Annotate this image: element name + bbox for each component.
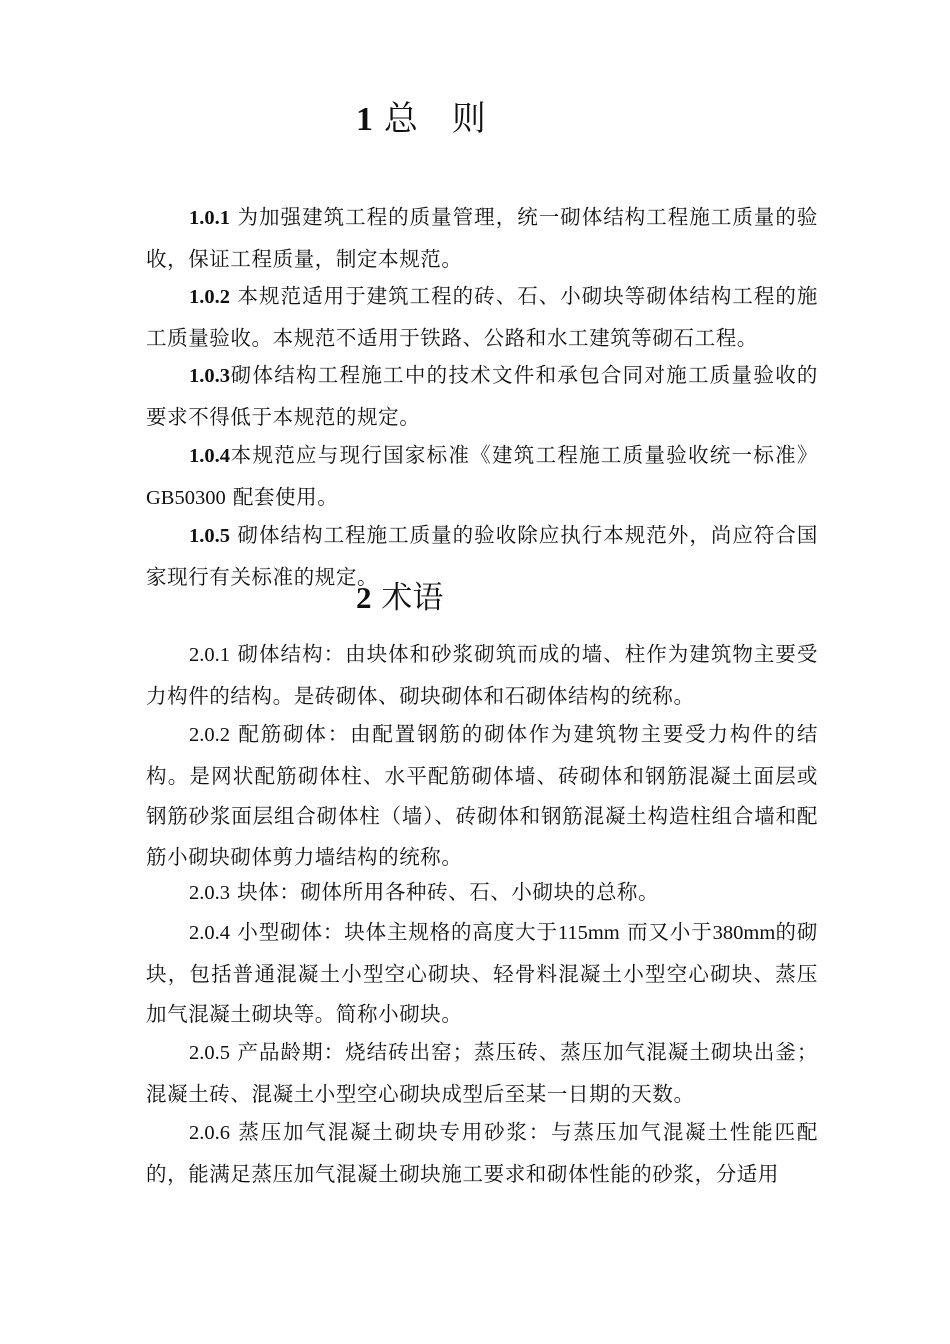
clause-number: 1.0.5 bbox=[189, 525, 230, 547]
chapter-1-heading bbox=[356, 99, 486, 139]
clause-number: 1.0.3 bbox=[189, 365, 230, 387]
clause-number: 1.0.2 bbox=[189, 286, 230, 308]
term-text: 小型砌体：块体主规格的高度大于 bbox=[237, 920, 558, 944]
term-text: 蒸压加气混凝土砌块专用砂浆：与蒸压加气混凝土性能匹配的，能满足蒸压加气混凝土砌块施工要求和砌体性能的砂浆，分适用 bbox=[146, 1120, 818, 1186]
chapter-2-title: 术语 bbox=[381, 580, 444, 616]
chapter-2-number: 2 bbox=[356, 580, 372, 615]
clause-number: 1.0.4 bbox=[189, 445, 230, 467]
term-2-0-2 bbox=[146, 714, 818, 877]
chapter-2-heading bbox=[356, 582, 443, 614]
clause-text-after: 配套使用。 bbox=[232, 484, 339, 509]
clause-text: 本规范适用于建筑工程的砖、石、小砌块等砌体结构工程的施工质量验收。本规范不适用于铁路、公路和水工建筑等砌石工程。 bbox=[146, 284, 818, 350]
height-min-value: 115mm bbox=[557, 922, 620, 944]
term-text-mid: 而又小于 bbox=[627, 920, 713, 944]
term-number: 2.0.5 bbox=[189, 1042, 230, 1064]
term-text-after: 的砌块，包括普通混凝土小型空心砌块、轻骨料混凝土小型空心砌块、蒸压加气混凝土砌块等。简称小砌块。 bbox=[146, 920, 819, 1026]
term-text: 配筋砌体：由配置钢筋的砌体作为建筑物主要受力构件的结构。是网状配筋砌体柱、水平配筋砌体墙、砖砌体和钢筋混凝土面层或钢筋砂浆面层组合砌体柱（墙）、砖砌体和钢筋混凝土构造柱组合墙和配筋小砌块砌体剪力墙结构的统称。 bbox=[146, 722, 818, 869]
term-2-0-6 bbox=[146, 1112, 818, 1194]
term-2-0-4 bbox=[146, 912, 818, 1035]
term-number: 2.0.6 bbox=[189, 1122, 230, 1144]
clause-text: 本规范应与现行国家标准《建筑工程施工质量验收统一标准》 bbox=[230, 443, 818, 467]
term-2-0-3 bbox=[146, 872, 818, 914]
term-number: 2.0.2 bbox=[189, 724, 230, 746]
clause-number: 1.0.1 bbox=[189, 207, 230, 229]
term-number: 2.0.1 bbox=[189, 644, 230, 666]
term-2-0-5 bbox=[146, 1032, 818, 1114]
chapter-1-title: 总 则 bbox=[383, 99, 486, 139]
clause-1-0-2 bbox=[146, 276, 818, 358]
clause-1-0-5 bbox=[146, 515, 818, 597]
standard-code: GB50300 bbox=[146, 486, 226, 509]
term-2-0-1 bbox=[146, 634, 818, 716]
term-text: 块体：砌体所用各种砖、石、小砌块的总称。 bbox=[237, 880, 660, 904]
height-max-value: 380mm bbox=[712, 922, 776, 944]
term-number: 2.0.3 bbox=[189, 882, 230, 904]
clause-1-0-3 bbox=[146, 355, 818, 437]
term-text: 砌体结构：由块体和砂浆砌筑而成的墙、柱作为建筑物主要受力构件的结构。是砖砌体、砌块砌体和石砌体结构的统称。 bbox=[146, 642, 818, 708]
clause-text: 砌体结构工程施工中的技术文件和承包合同对施工质量验收的要求不得低于本规范的规定。 bbox=[146, 363, 818, 429]
clause-text: 砌体结构工程施工质量的验收除应执行本规范外，尚应符合国家现行有关标准的规定。 bbox=[146, 523, 818, 589]
term-number: 2.0.4 bbox=[189, 922, 230, 944]
clause-text: 为加强建筑工程的质量管理，统一砌体结构工程施工质量的验收，保证工程质量，制定本规范。 bbox=[146, 205, 818, 271]
clause-1-0-1 bbox=[146, 197, 818, 279]
clause-1-0-4 bbox=[146, 435, 818, 518]
chapter-1-number: 1 bbox=[356, 101, 373, 138]
term-text: 产品龄期：烧结砖出窑；蒸压砖、蒸压加气混凝土砌块出釜；混凝土砖、混凝土小型空心砌块成型后至某一日期的天数。 bbox=[146, 1040, 818, 1106]
